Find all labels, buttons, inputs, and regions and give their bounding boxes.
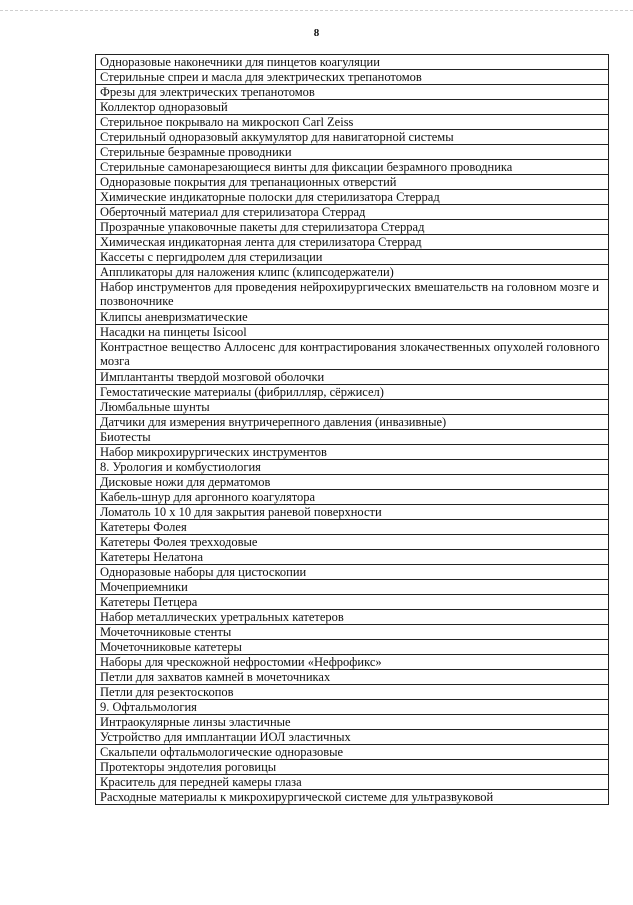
table-row — [96, 235, 609, 250]
table-cell: 8. Урология и комбустиология — [96, 460, 609, 475]
table-cell: Расходные материалы к микрохирургической системе для ультразвуковой — [96, 790, 609, 805]
table-row — [96, 370, 609, 385]
table-cell: Петли для захватов камней в мочеточниках — [96, 670, 609, 685]
table-cell: Стерильные самонарезающиеся винты для фиксации безрамного проводника — [96, 160, 609, 175]
table-row — [96, 400, 609, 415]
items-table-body — [96, 55, 609, 805]
table-row — [96, 685, 609, 700]
table-row — [96, 595, 609, 610]
table-cell: 9. Офтальмология — [96, 700, 609, 715]
table-row — [96, 625, 609, 640]
table-row — [96, 490, 609, 505]
table-row — [96, 580, 609, 595]
table-cell: Мочеточниковые стенты — [96, 625, 609, 640]
page-number: 8 — [313, 27, 320, 39]
table-row — [96, 145, 609, 160]
table-cell: Наборы для чрескожной нефростомии «Нефрофикс» — [96, 655, 609, 670]
table-cell: Ломатоль 10 х 10 для закрытия раневой поверхности — [96, 505, 609, 520]
table-row — [96, 655, 609, 670]
table-row — [96, 130, 609, 145]
table-cell: Датчики для измерения внутричерепного давления (инвазивные) — [96, 415, 609, 430]
table-row — [96, 475, 609, 490]
table-row — [96, 160, 609, 175]
table-row — [96, 265, 609, 280]
table-row — [96, 535, 609, 550]
table-cell: Аппликаторы для наложения клипс (клипсодержатели) — [96, 265, 609, 280]
table-cell: Одноразовые наконечники для пинцетов коагуляции — [96, 55, 609, 70]
page-top-edge — [0, 10, 633, 12]
table-row — [96, 385, 609, 400]
table-row — [96, 190, 609, 205]
table-cell: Кассеты с пергидролем для стерилизации — [96, 250, 609, 265]
table-row — [96, 175, 609, 190]
table-row — [96, 565, 609, 580]
table-row — [96, 115, 609, 130]
table-row — [96, 775, 609, 790]
table-cell: Набор металлических уретральных катетеров — [96, 610, 609, 625]
table-row — [96, 340, 609, 370]
table-cell: Фрезы для электрических трепанотомов — [96, 85, 609, 100]
table-row — [96, 520, 609, 535]
table-row — [96, 715, 609, 730]
table-row — [96, 280, 609, 310]
table-cell: Химические индикаторные полоски для стерилизатора Стеррад — [96, 190, 609, 205]
table-cell: Скальпели офтальмологические одноразовые — [96, 745, 609, 760]
table-cell: Стерильные безрамные проводники — [96, 145, 609, 160]
table-row — [96, 640, 609, 655]
table-row — [96, 310, 609, 325]
table-row — [96, 70, 609, 85]
table-cell: Катетеры Петцера — [96, 595, 609, 610]
table-cell: Контрастное вещество Аллосенс для контрастирования злокачественных опухолей головного мозга — [96, 340, 609, 370]
table-cell: Катетеры Фолея трехходовые — [96, 535, 609, 550]
items-table — [95, 54, 609, 805]
table-row — [96, 430, 609, 445]
table-cell: Протекторы эндотелия роговицы — [96, 760, 609, 775]
table-row — [96, 250, 609, 265]
table-row — [96, 790, 609, 805]
table-cell: Дисковые ножи для дерматомов — [96, 475, 609, 490]
table-cell: Мочеприемники — [96, 580, 609, 595]
table-cell: Химическая индикаторная лента для стерилизатора Стеррад — [96, 235, 609, 250]
table-row — [96, 55, 609, 70]
table-cell: Гемостатические материалы (фибриллляр, сёржисел) — [96, 385, 609, 400]
table-cell: Стерильный одноразовый аккумулятор для навигаторной системы — [96, 130, 609, 145]
table-cell: Набор микрохирургических инструментов — [96, 445, 609, 460]
table-row — [96, 220, 609, 235]
table-row — [96, 85, 609, 100]
table-cell: Прозрачные упаковочные пакеты для стерилизатора Стеррад — [96, 220, 609, 235]
table-cell: Катетеры Нелатона — [96, 550, 609, 565]
table-cell: Люмбальные шунты — [96, 400, 609, 415]
table-cell: Петли для резектоскопов — [96, 685, 609, 700]
table-row — [96, 205, 609, 220]
table-cell: Краситель для передней камеры глаза — [96, 775, 609, 790]
table-cell: Одноразовые покрытия для трепанационных отверстий — [96, 175, 609, 190]
table-row — [96, 325, 609, 340]
table-cell: Насадки на пинцеты Isicool — [96, 325, 609, 340]
table-row — [96, 730, 609, 745]
table-row — [96, 100, 609, 115]
table-cell: Устройство для имплантации ИОЛ эластичных — [96, 730, 609, 745]
table-row — [96, 610, 609, 625]
table-cell: Коллектор одноразовый — [96, 100, 609, 115]
table-row — [96, 460, 609, 475]
table-cell: Стерильные спреи и масла для электрических трепанотомов — [96, 70, 609, 85]
table-row — [96, 760, 609, 775]
table-row — [96, 445, 609, 460]
table-cell: Катетеры Фолея — [96, 520, 609, 535]
table-cell: Интраокулярные линзы эластичные — [96, 715, 609, 730]
table-cell: Кабель-шнур для аргонного коагулятора — [96, 490, 609, 505]
table-row — [96, 415, 609, 430]
table-row — [96, 550, 609, 565]
table-row — [96, 505, 609, 520]
table-row — [96, 670, 609, 685]
table-cell: Набор инструментов для проведения нейрохирургических вмешательств на головном мозге и позвоночнике — [96, 280, 609, 310]
table-cell: Оберточный материал для стерилизатора Стеррад — [96, 205, 609, 220]
table-cell: Мочеточниковые катетеры — [96, 640, 609, 655]
table-row — [96, 745, 609, 760]
table-cell: Стерильное покрывало на микроскоп Carl Zeiss — [96, 115, 609, 130]
table-cell: Одноразовые наборы для цистоскопии — [96, 565, 609, 580]
table-cell: Биотесты — [96, 430, 609, 445]
table-row — [96, 700, 609, 715]
table-cell: Имплантанты твердой мозговой оболочки — [96, 370, 609, 385]
table-cell: Клипсы аневризматические — [96, 310, 609, 325]
